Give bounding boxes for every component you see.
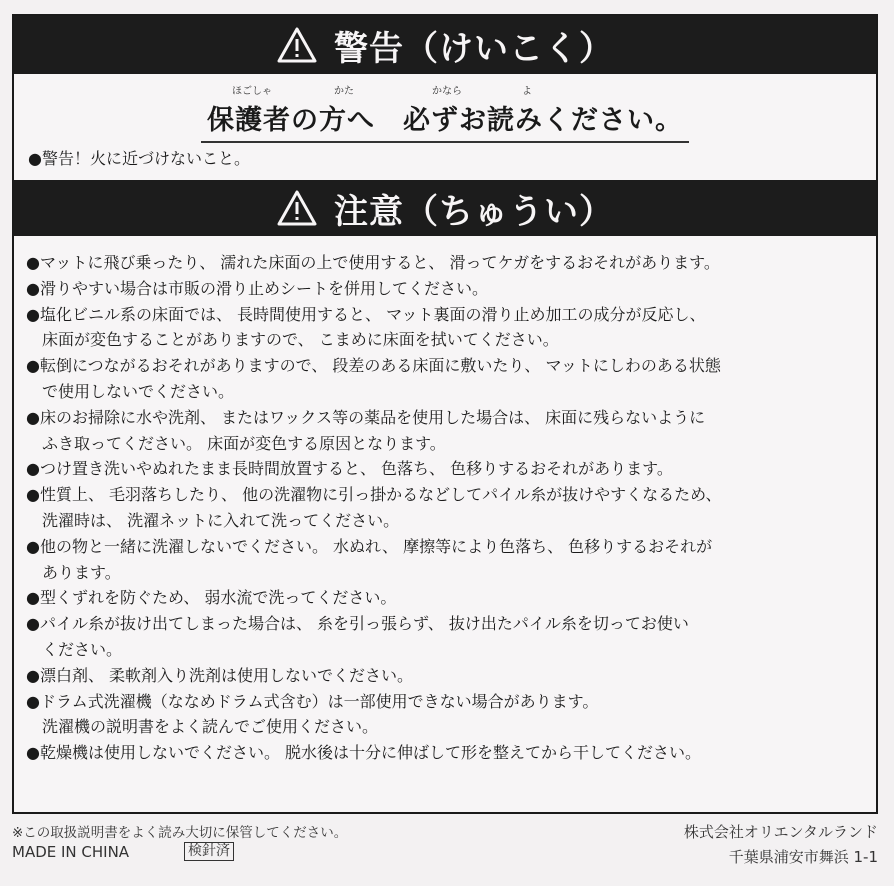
caution-header-bar xyxy=(14,180,876,236)
warning-triangle-icon xyxy=(276,189,318,227)
guardian-notice xyxy=(14,80,876,143)
caution-item: ●転倒につながるおそれがありますので、 段差のある床面に敷いたり、 マットにしわのある状態 xyxy=(26,356,721,376)
made-in-label: MADE IN CHINA xyxy=(12,843,130,861)
instruction-label xyxy=(12,14,878,814)
caution-item: ●マットに飛び乗ったり、 濡れた床面の上で使用すると、 滑ってケガをするおそれがあります。 xyxy=(26,253,720,272)
caution-item: ●性質上、 毛羽落ちしたり、 他の洗濯物に引っ掛かるなどしてパイル糸が抜けやすくなるため、 xyxy=(26,485,722,505)
caution-item: ●他の物と一緒に洗濯しないでください。 水ぬれ、 摩擦等により色落ち、 色移りするおそれが xyxy=(26,536,713,556)
caution-item: ●床のお掃除に水や洗剤、 またはワックス等の薬品を使用した場合は、 床面に残らないように xyxy=(26,407,706,427)
caution-item-continuation: 洗濯時は、 洗濯ネットに入れて洗ってください。 xyxy=(42,510,400,530)
caution-item: ●乾燥機は使用しないでください。 脱水後は十分に伸ばして形を整えてから干してください。 xyxy=(26,743,702,763)
warning-text: ●警告！火に近づけないこと。 xyxy=(28,149,250,168)
caution-item: ●型くずれを防ぐため、 弱水流で洗ってください。 xyxy=(26,588,397,608)
caution-item-continuation: 洗濯機の説明書をよく読んでご使用ください。 xyxy=(42,717,379,737)
inspection-stamp: 検針済 xyxy=(184,842,234,861)
caution-item-continuation: 床面が変色することがありますので、 こまめに床面を拭いてください。 xyxy=(42,330,559,350)
caution-item: ●滑りやすい場合は市販の滑り止めシートを併用してください。 xyxy=(26,278,488,298)
caution-header-text: 注意（ちゅうい） xyxy=(334,191,614,232)
caution-item-continuation: で使用しないでください。 xyxy=(42,381,235,401)
storage-notice: ※この取扱説明書をよく読み大切に保管してください。 xyxy=(12,825,348,841)
caution-item-continuation: あります。 xyxy=(42,562,121,582)
guardian-title: 保護者の方へ 必ずお読みください。 xyxy=(201,98,689,143)
warning-header-bar xyxy=(14,16,876,74)
ruby-kanara: かなら xyxy=(432,86,462,97)
caution-item: ●塩化ビニル系の床面では、 長時間使用すると、 マット裏面の滑り止め加工の成分が反応し、 xyxy=(26,304,706,324)
caution-item: ●ドラム式洗濯機（ななめドラム式含む）は一部使用できない場合があります。 xyxy=(26,691,599,711)
company-name: 株式会社オリエンタルランド xyxy=(683,823,878,841)
caution-item: ●つけ置き洗いやぬれたまま長時間放置すると、 色落ち、 色移りするおそれがあります。 xyxy=(26,459,673,479)
ruby-kata: かた xyxy=(334,86,354,97)
caution-list xyxy=(26,250,866,766)
warning-header-text: 警告（けいこく） xyxy=(334,28,614,69)
warning-triangle-icon xyxy=(276,26,318,64)
caution-item: ●パイル糸が抜け出てしまった場合は、 糸を引っ張らず、 抜け出たパイル糸を切ってお使い xyxy=(26,614,689,634)
caution-item-continuation: ください。 xyxy=(42,639,123,659)
ruby-hogosha: ほごしゃ xyxy=(232,86,272,97)
ruby-yo: よ xyxy=(522,86,532,97)
caution-item: ●漂白剤、 柔軟剤入り洗剤は使用しないでください。 xyxy=(26,665,414,685)
company-address: 千葉県浦安市舞浜 1-1 xyxy=(728,848,878,866)
caution-item-continuation: ふき取ってください。 床面が変色する原因となります。 xyxy=(42,433,446,453)
